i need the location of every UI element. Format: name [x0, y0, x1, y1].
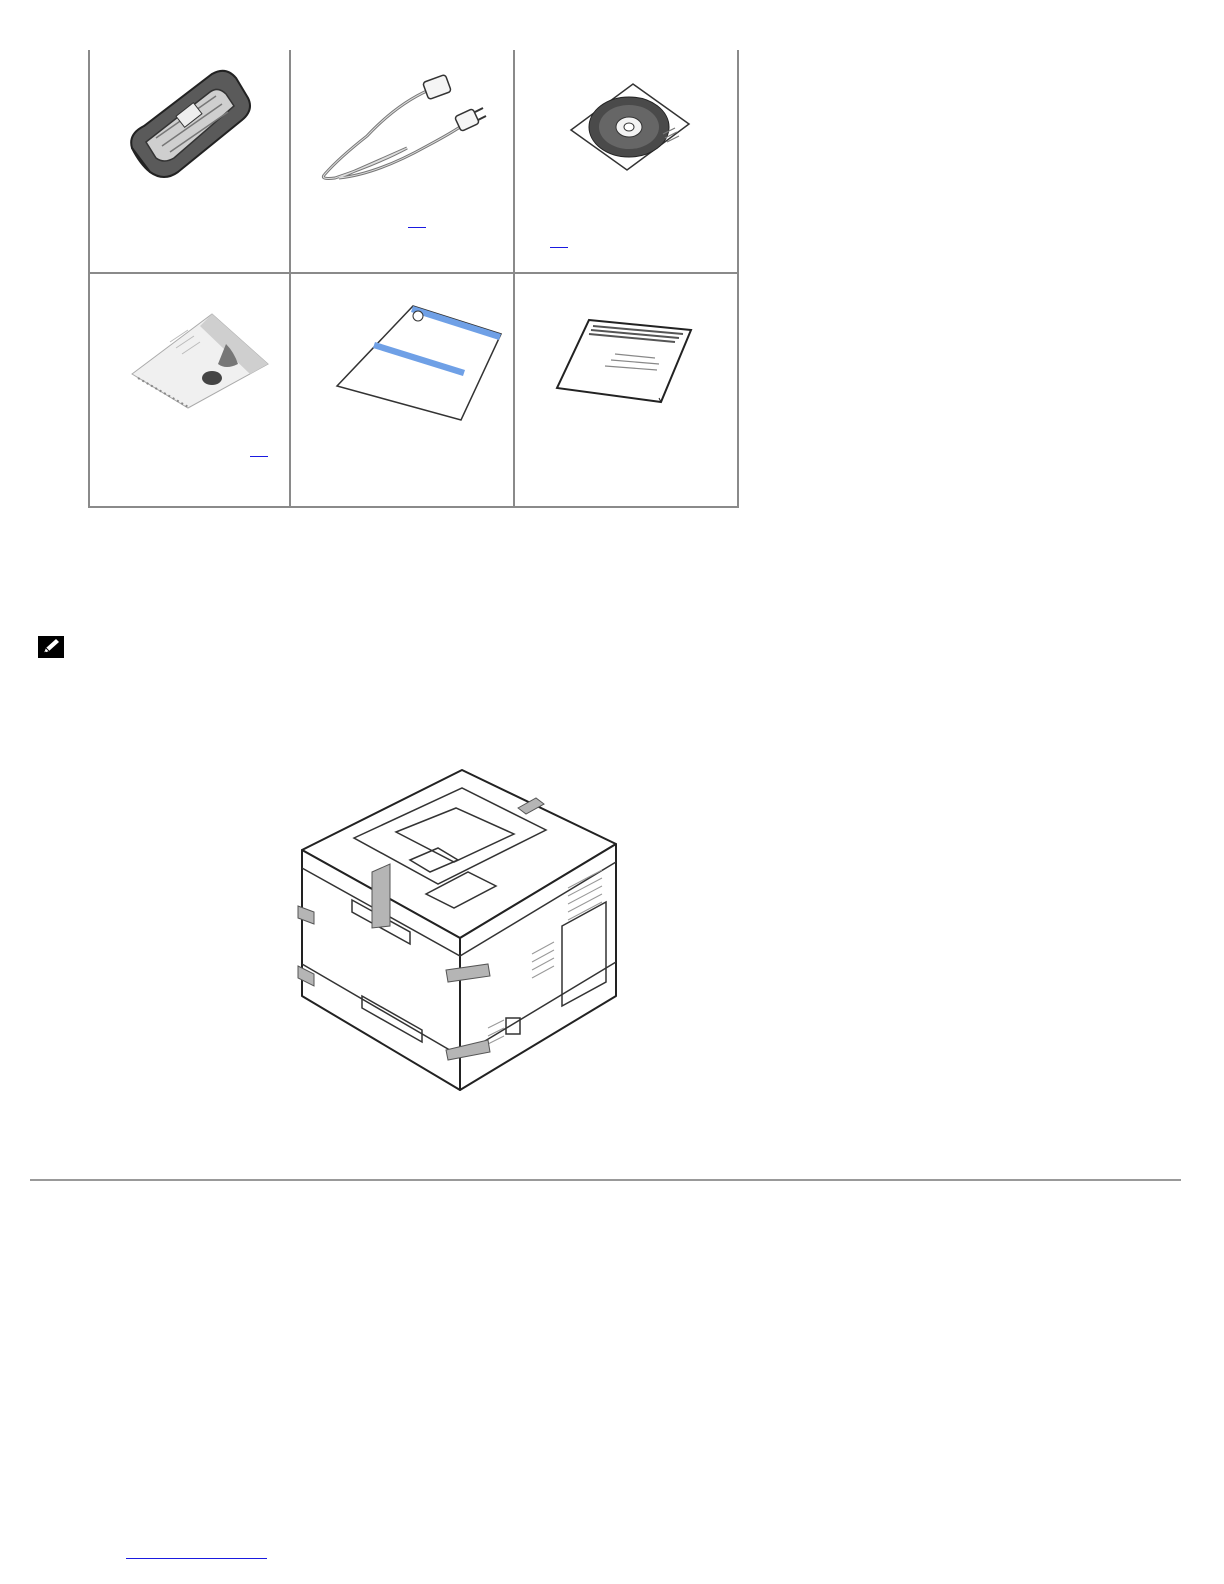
back-to-contents-link[interactable]: [126, 1556, 267, 1559]
cell-toner-cartridge: [90, 50, 289, 272]
cell-software-cd: [515, 50, 737, 272]
software-cd-icon: [567, 82, 693, 172]
section-divider: [30, 1179, 1181, 1181]
cell-setup-diagram: [291, 274, 513, 504]
cell-power-cord: [291, 50, 513, 272]
power-cord-footnote-link[interactable]: [408, 225, 426, 228]
product-information-guide-icon: [555, 318, 695, 404]
cell-owners-manual: [90, 274, 289, 504]
note-pencil-icon: [38, 636, 64, 658]
toner-cartridge-icon: [126, 68, 254, 183]
power-cord-icon: [317, 74, 487, 184]
software-cd-footnote-link[interactable]: [550, 245, 568, 248]
owners-manual-icon: [130, 312, 270, 410]
cell-product-information-guide: [515, 274, 737, 504]
owners-manual-footnote-link[interactable]: [250, 454, 268, 457]
package-contents-table: [88, 50, 739, 508]
printer-with-packing-tape-icon: [292, 768, 622, 1093]
setup-diagram-icon: [335, 304, 505, 422]
